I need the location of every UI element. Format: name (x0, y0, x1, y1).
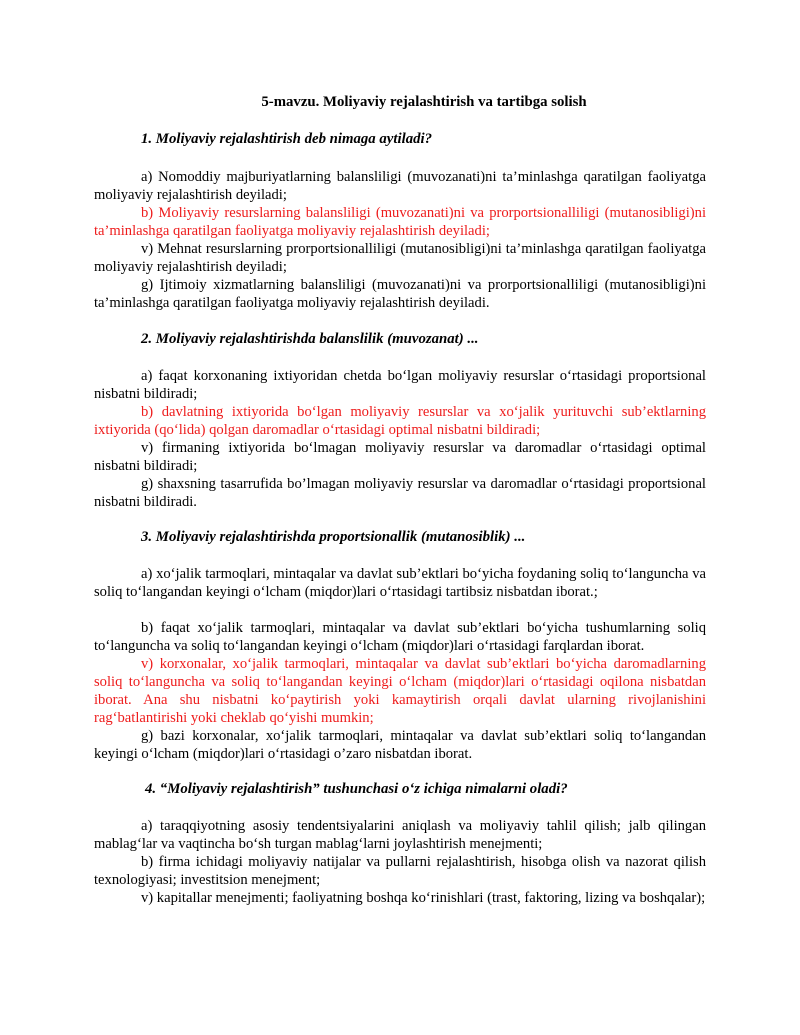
question-4-answer-v: v) kapitallar menejmenti; faoliyatning boshqa ko‘rinishlari (trast, faktoring, lizing va boshqalar); (141, 890, 706, 906)
question-3-answer-a: a) xo‘jalik tarmoqlari, mintaqalar va davlat sub’ektlari bo‘yicha foydaning soliq to‘languncha va soliq to‘langandan keyingi o‘lcham (miqdor)lari o‘rtasidagi tartibsiz nisbatdan iborat.; (94, 566, 706, 600)
question-4-answer-b: b) firma ichidagi moliyaviy natijalar va pullarni rejalashtirish, hisobga olish va nazorat qilish texnologiyasi; investitsion menejment; (94, 854, 706, 888)
question-4-answer-a: a) taraqqiyotning asosiy tendentsiyalarini aniqlash va moliyaviy tahlil qilish; jalb qilingan mablag‘lar va vaqtincha bo‘sh turgan mablag‘larni joylashtirish menejmenti; (94, 818, 706, 852)
question-2-answer-v: v) firmaning ixtiyorida bo‘lmagan moliyaviy resurslar va daromadlar o‘rtasidagi optimal nisbatni bildiradi; (94, 440, 706, 474)
question-1-answer-a: a) Nomoddiy majburiyatlarning balansliligi (muvozanati)ni ta’minlashga qaratilgan faoliyatga moliyaviy rejalashtirish deyiladi; (94, 169, 706, 203)
question-3-answer-b: b) faqat xo‘jalik tarmoqlari, mintaqalar va davlat sub’ektlari bo‘yicha tushumlarning soliq to‘languncha va soliq to‘langandan keyingi o‘lcham (miqdor)lari o‘rtasidagi farqlardan iborat. (94, 620, 706, 654)
question-2-answer-g: g) shaxsning tasarrufida bo’lmagan moliyaviy resurslar va daromadlar o‘rtasidagi proportsional nisbatni bildiradi. (94, 476, 706, 510)
page-title: 5-mavzu. Moliyaviy rejalashtirish va tartibga solish (261, 94, 587, 110)
question-2-answer-b-correct: b) davlatning ixtiyorida bo‘lgan moliyaviy resurslar va xo‘jalik yurituvchi sub’ektlarning ixtiyorida (qo‘lida) qolgan daromadlar o‘rtasidagi optimal nisbatni bildiradi; (94, 404, 706, 438)
question-1-heading: 1. Moliyaviy rejalashtirish deb nimaga aytiladi? (141, 131, 433, 147)
question-2-answer-a: a) faqat korxonaning ixtiyoridan chetda bo‘lgan moliyaviy resurslar o‘rtasidagi proportsional nisbatni bildiradi; (94, 368, 706, 402)
question-1-answer-b-correct: b) Moliyaviy resurslarning balansliligi (muvozanati)ni va prorportsionalliligi (mutanosibligi)ni ta’minlashga qaratilgan faoliyatga moliyaviy rejalashtirish deyiladi; (94, 205, 706, 239)
question-4-heading: 4. “Moliyaviy rejalashtirish” tushunchasi o‘z ichiga nimalarni oladi? (145, 781, 568, 797)
question-1-answer-v: v) Mehnat resurslarning prorportsionalliligi (mutanosibligi)ni ta’minlashga qaratilgan faoliyatga moliyaviy rejalashtirish deyiladi; (94, 241, 706, 275)
question-3-answer-v-correct: v) korxonalar, xo‘jalik tarmoqlari, mintaqalar va davlat sub’ektlari bo‘yicha daromadlarning soliq to‘languncha va soliq to‘langandan keyingi o‘lcham (miqdor)lari o‘rtasidagi oqilona nisbatdan iborat. Ana shu nisbatni ko‘paytirish yoki kamaytirish orqali davlat ularning rivojlanishini rag‘batlantirishi yoki cheklab qo‘yishi mumkin; (94, 656, 706, 726)
question-3-answer-g: g) bazi korxonalar, xo‘jalik tarmoqlari, mintaqalar va davlat sub’ektlari soliq to‘langandan keyingi o‘lcham (miqdor)lari o‘rtasidagi o’zaro nisbatdan iborat. (94, 728, 706, 762)
question-3-heading: 3. Moliyaviy rejalashtirishda proportsionallik (mutanosiblik) ... (141, 529, 526, 545)
question-1-answer-g: g) Ijtimoiy xizmatlarning balansliligi (muvozanati)ni va prorportsionalliligi (mutanosibligi)ni ta’minlashga qaratilgan faoliyatga moliyaviy rejalashtirish deyiladi. (94, 277, 706, 311)
question-2-heading: 2. Moliyaviy rejalashtirishda balanslilik (muvozanat) ... (141, 331, 479, 347)
